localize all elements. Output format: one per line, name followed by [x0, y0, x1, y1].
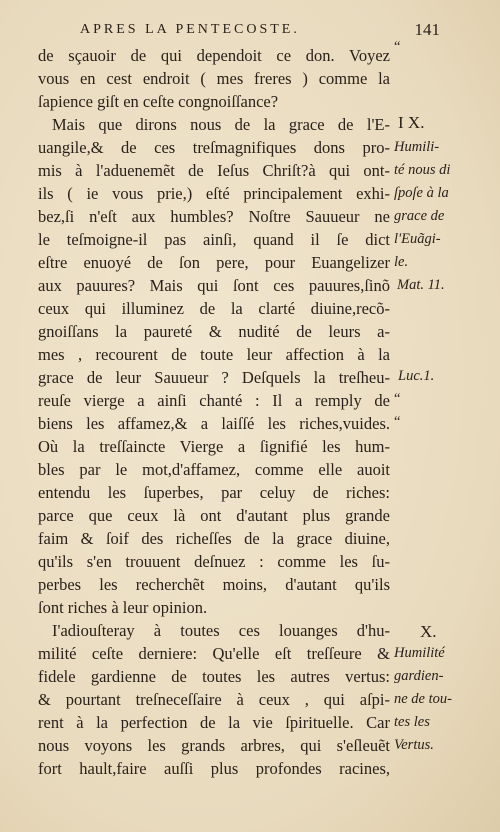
section-number-9: I X. — [398, 113, 425, 132]
margin-note-line: tes les — [394, 714, 430, 730]
text-line: perbes les recherchẽt moins, d'autant qu'ils — [38, 575, 390, 594]
text-line: reuſe vierge a ainſi chanté : Il a remply de — [38, 391, 390, 410]
margin-note-line: l'Euãgi- — [394, 231, 441, 247]
text-line: ceux qui illuminez de la clarté diuine,recõ- — [38, 299, 390, 318]
text-line: ſapience giſt en ceſte congnoiſſance? — [38, 92, 279, 111]
margin-note-line: le. — [394, 254, 409, 270]
page-number: 141 — [414, 20, 440, 39]
text-line: & pourtant treſneceſſaire à ceux , qui aſpi- — [38, 690, 390, 709]
page-header — [80, 22, 440, 40]
margin-note-line: Vertus. — [394, 737, 434, 753]
text-line: ſont riches à leur opinion. — [38, 598, 208, 617]
text-line: le teſmoigne-il pas ainſi, quand il ſe dict — [38, 230, 390, 249]
quotation-mark: “ — [394, 391, 401, 407]
margin-note-line: té nous di — [394, 162, 451, 178]
text-line: eſtre enuoyé de ſon pere, pour Euangelizer — [38, 253, 390, 272]
running-title: APRES LA PENTECOSTE. — [80, 22, 300, 37]
text-line: qu'ils s'en trouuent deſnuez : comme les ſu- — [38, 552, 390, 571]
body-text — [38, 44, 390, 780]
text-line: vous en cest endroit ( mes freres ) comme la — [38, 69, 390, 88]
section-number-10: X. — [420, 622, 437, 641]
margin-note-line: Humili- — [394, 139, 440, 155]
quotation-mark: “ — [394, 414, 401, 430]
text-line: mes , recourent de toute leur affection à la — [38, 345, 390, 364]
text-line: de sçauoir de qui dependoit ce don. Voyez — [38, 46, 390, 65]
margin-note-line: ſpoſe à la — [394, 185, 449, 201]
text-line: fort hault,faire auſſi plus profondes racines, — [38, 759, 390, 778]
text-line: biens les affamez,& a laiſſé les riches,vuides. — [38, 414, 390, 433]
text-line: I'adiouſteray à toutes ces louanges d'hu- — [52, 621, 390, 640]
text-line: ils ( ie vous prie,) eſté principalement exhi- — [38, 184, 390, 203]
text-line: fidele gardienne de toutes les autres vertus: — [38, 667, 390, 686]
text-line: gnoiſſans la paureté & nudité de leurs a- — [38, 322, 390, 341]
margin-note-line: grace de — [394, 208, 445, 224]
text-line: milité ceſte derniere: Qu'elle eſt treſſeure & — [38, 644, 390, 663]
margin-note-line: ne de tou- — [394, 691, 452, 707]
text-line: uangile,& de ces treſmagnifiques dons pro- — [38, 138, 390, 157]
margin-note-line: gardien- — [394, 668, 444, 684]
text-line: mis à l'aduenemẽt de Ieſus Chriſt?à qui ont- — [38, 161, 390, 180]
text-line: grace de leur Sauueur ? Deſquels la treſheu- — [38, 368, 390, 387]
margin-note-line: Humilité — [394, 645, 445, 661]
text-line: Où la treſſaincte Vierge a ſignifié les hum- — [38, 437, 390, 456]
text-line: aux pauures? Mais qui ſont ces pauures,ſinõ — [38, 276, 390, 295]
reference-luke: Luc.1. — [398, 368, 435, 384]
text-line: bles par le mot,d'affamez, comme elle auoit — [38, 460, 390, 479]
text-line: faim & ſoif des richeſſes de la grace diuine, — [38, 529, 390, 548]
text-line: rent à la perfection de la vie ſpirituelle. Car — [38, 713, 390, 732]
reference-matthew: Mat. 11. — [397, 277, 445, 293]
text-line: Mais que dirons nous de la grace de l'E- — [52, 115, 390, 134]
quotation-mark: “ — [394, 39, 401, 55]
text-line: entendu les ſuperbes, par celuy de riches: — [38, 483, 390, 502]
text-line: parce que ceux là ont d'autant plus grande — [38, 506, 390, 525]
text-line: bez,ſi n'eſt aux humbles? Noſtre Sauueur ne — [38, 207, 390, 226]
text-line: nous voyons les grands arbres, qui s'eſleuẽt — [38, 736, 390, 755]
